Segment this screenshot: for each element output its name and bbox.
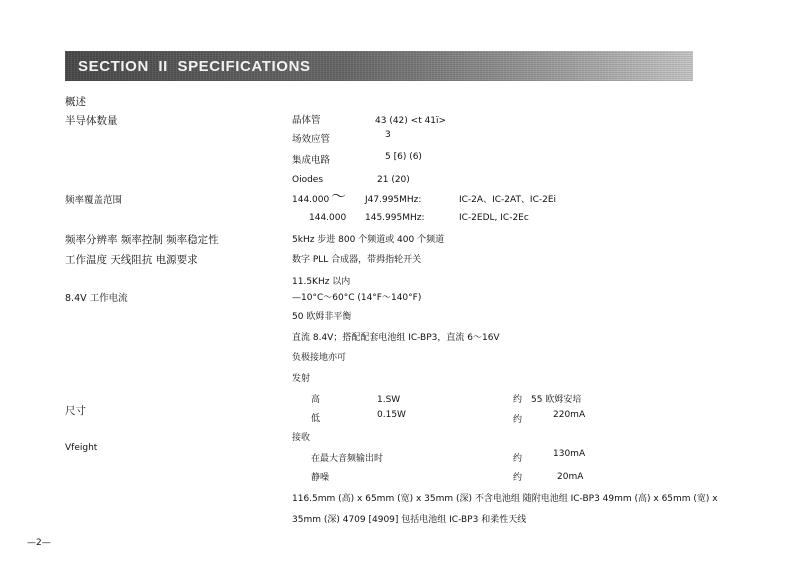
tx-high-power: 1.SW [377, 395, 401, 405]
label-weight: Vfeight [65, 443, 98, 453]
label-dimensions: 尺寸 [65, 405, 86, 417]
transmit-label: 发射 [292, 374, 311, 384]
freq-row2-end: 145.995MHz: [365, 213, 425, 223]
spec-resolution: 5kHz 步进 800 个频道或 400 个频道 [292, 235, 445, 245]
tx-low-approx: 约 [513, 415, 523, 425]
fets-label: 场效应管 [292, 134, 331, 145]
label-frequency-coverage: 频率覆盖范围 [65, 195, 123, 206]
spec-impedance: 50 欧姆非平衡 [292, 312, 352, 322]
freq-row2-models: IC-2EDL, IC-2Ec [459, 213, 529, 223]
rx-squelch-approx: 约 [513, 473, 523, 483]
freq-row1-tilde: 〜 [331, 187, 347, 205]
transistors-label: 晶体管 [292, 115, 321, 126]
tx-low-power: 0.15W [377, 410, 406, 420]
label-semiconductors: 半导体数量 [65, 115, 118, 127]
spec-temperature: —10°C〜60°C (14°F〜140°F) [292, 293, 422, 303]
rx-max-audio-label: 在最大音频输出时 [311, 454, 384, 464]
tx-high-current: 55 欧姆安培 [531, 395, 582, 405]
section-header-banner [65, 51, 693, 81]
tx-high-approx: 约 [513, 395, 523, 405]
tx-low-label: 低 [311, 414, 321, 424]
diodes-value: 21 (20) [377, 175, 410, 185]
freq-row2-start: 144.000 [309, 213, 347, 223]
page-number: —2— [27, 538, 51, 548]
diodes-label: Oiodes [292, 175, 324, 185]
freq-row1-end: J47.995MHz: [365, 195, 422, 205]
transistors-value: 43 (42) <t 41ï> [375, 116, 447, 126]
label-operating-temperature: 工作温度 天线阻抗 电源要求 [65, 254, 198, 266]
fets-value: 3 [385, 130, 391, 140]
receive-label: 接收 [292, 433, 311, 443]
rx-max-audio-current: 130mA [553, 449, 586, 459]
section-title: SECTION II SPECIFICATIONS [78, 58, 311, 75]
dimensions-line-2: 35mm (深) 4709 [4909] 包括电池组 IC-BP3 和柔性天线 [292, 515, 527, 525]
label-frequency-resolution: 频率分辨率 频率控制 频率稳定性 [65, 234, 219, 246]
spec-power: 直流 8.4V；搭配配套电池组 IC-BP3，直流 6〜16V [292, 333, 500, 343]
spec-ground: 负极接地亦可 [292, 353, 347, 363]
tx-high-label: 高 [311, 395, 321, 405]
rx-squelch-current: 20mA [557, 472, 584, 482]
rx-squelch-label: 静噪 [311, 473, 330, 483]
label-current-drain: 8.4V 工作电流 [65, 293, 128, 304]
ics-label: 集成电路 [292, 155, 331, 166]
spec-stability: 11.5KHz 以内 [292, 277, 351, 287]
ics-value: 5 [6) (6) [385, 152, 422, 162]
tx-low-current: 220mA [553, 410, 586, 420]
rx-max-audio-approx: 约 [513, 454, 523, 464]
dimensions-line-1: 116.5mm (高) x 65mm (宽) x 35mm (深) 不含电池组 随附电池组 IC-BP3 49mm (高) x 65mm (宽) x [292, 494, 718, 504]
freq-row1-models: IC-2A、IC-2AT、IC-2Ei [459, 195, 557, 205]
spec-control: 数字 PLL 合成器，带拇指轮开关 [292, 255, 422, 265]
freq-row1-start: 144.000 [292, 195, 330, 205]
label-overview: 概述 [65, 96, 86, 108]
